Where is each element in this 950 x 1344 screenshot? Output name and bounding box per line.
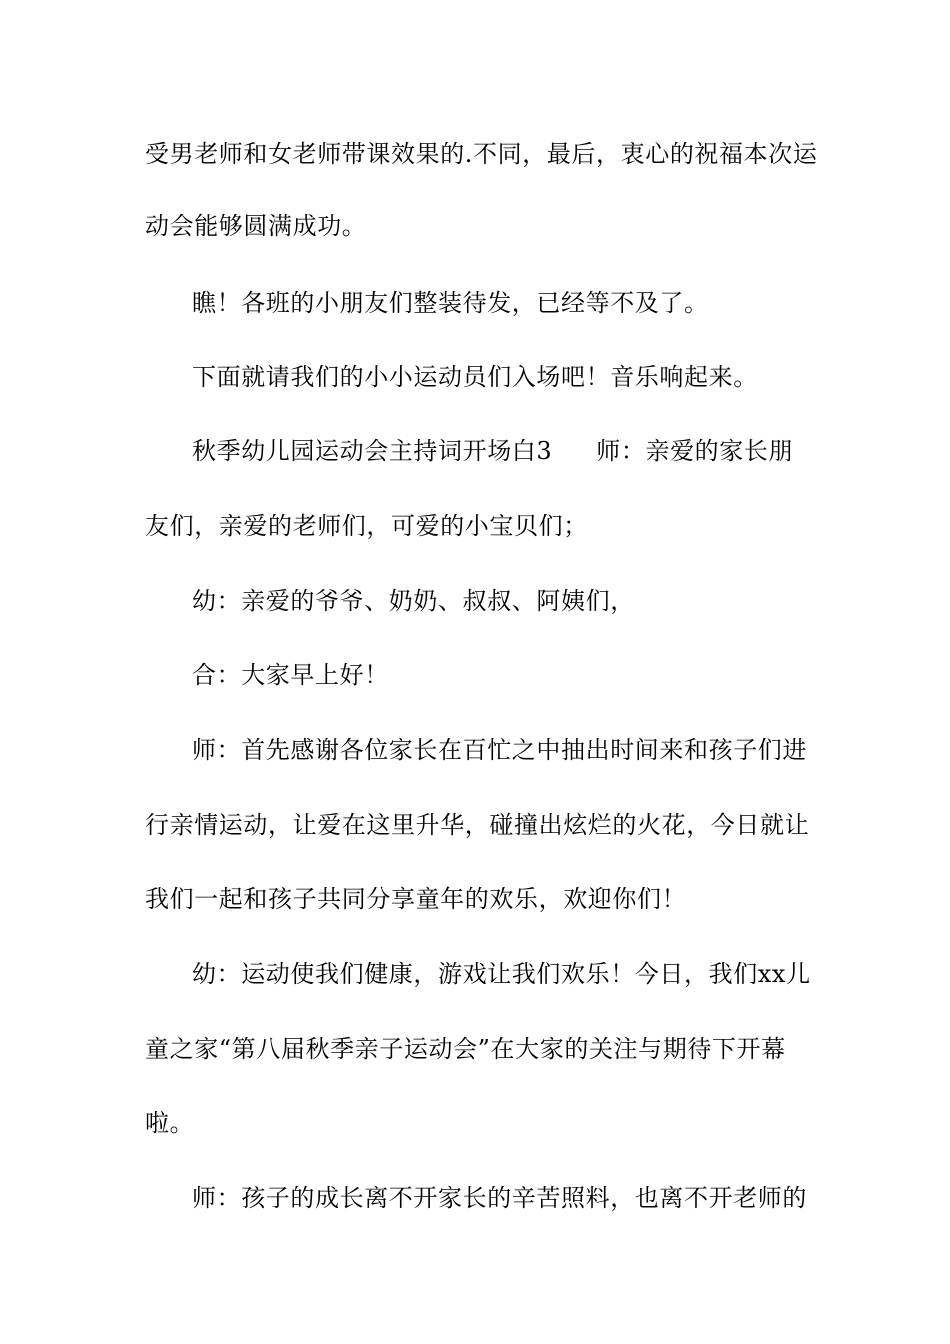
- paragraph-line: 合：大家早上好！: [192, 661, 389, 689]
- paragraph-line: 动会能够圆满成功。: [145, 212, 367, 240]
- paragraph-line: 幼：运动使我们健康，游戏让我们欢乐！今日，我们xx儿: [192, 960, 811, 988]
- paragraph-line: 童之家“第八届秋季亲子运动会”在大家的关注与期待下开幕: [145, 1035, 786, 1063]
- paragraph-line: 我们一起和孩子共同分享童年的欢乐，欢迎你们！: [145, 885, 687, 913]
- paragraph-line: 受男老师和女老师带课效果的.不同，最后，衷心的祝福本次运: [145, 140, 818, 168]
- paragraph-line: 啦。: [145, 1109, 195, 1137]
- paragraph-line: 师：孩子的成长离不开家长的辛苦照料，也离不开老师的: [192, 1184, 807, 1212]
- paragraph-line: 下面就请我们的小小运动员们入场吧！音乐响起来。: [192, 363, 758, 391]
- paragraph-line: 行亲情运动，让爱在这里升华，碰撞出炫烂的火花，今日就让: [145, 811, 810, 839]
- paragraph-line: 瞧！各班的小朋友们整装待发，已经等不及了。: [192, 289, 709, 317]
- dialogue-text: 师：亲爱的家长朋: [596, 437, 794, 465]
- paragraph-line: 幼：亲爱的爷爷、奶奶、叔叔、阿姨们，: [192, 587, 635, 615]
- section-heading: 秋季幼儿园运动会主持词开场白3: [192, 437, 553, 465]
- paragraph-line: 师：首先感谢各位家长在百忙之中抽出时间来和孩子们进: [192, 736, 807, 764]
- paragraph-line: 友们，亲爱的老师们，可爱的小宝贝们；: [145, 512, 588, 540]
- section-heading-line: [192, 436, 793, 466]
